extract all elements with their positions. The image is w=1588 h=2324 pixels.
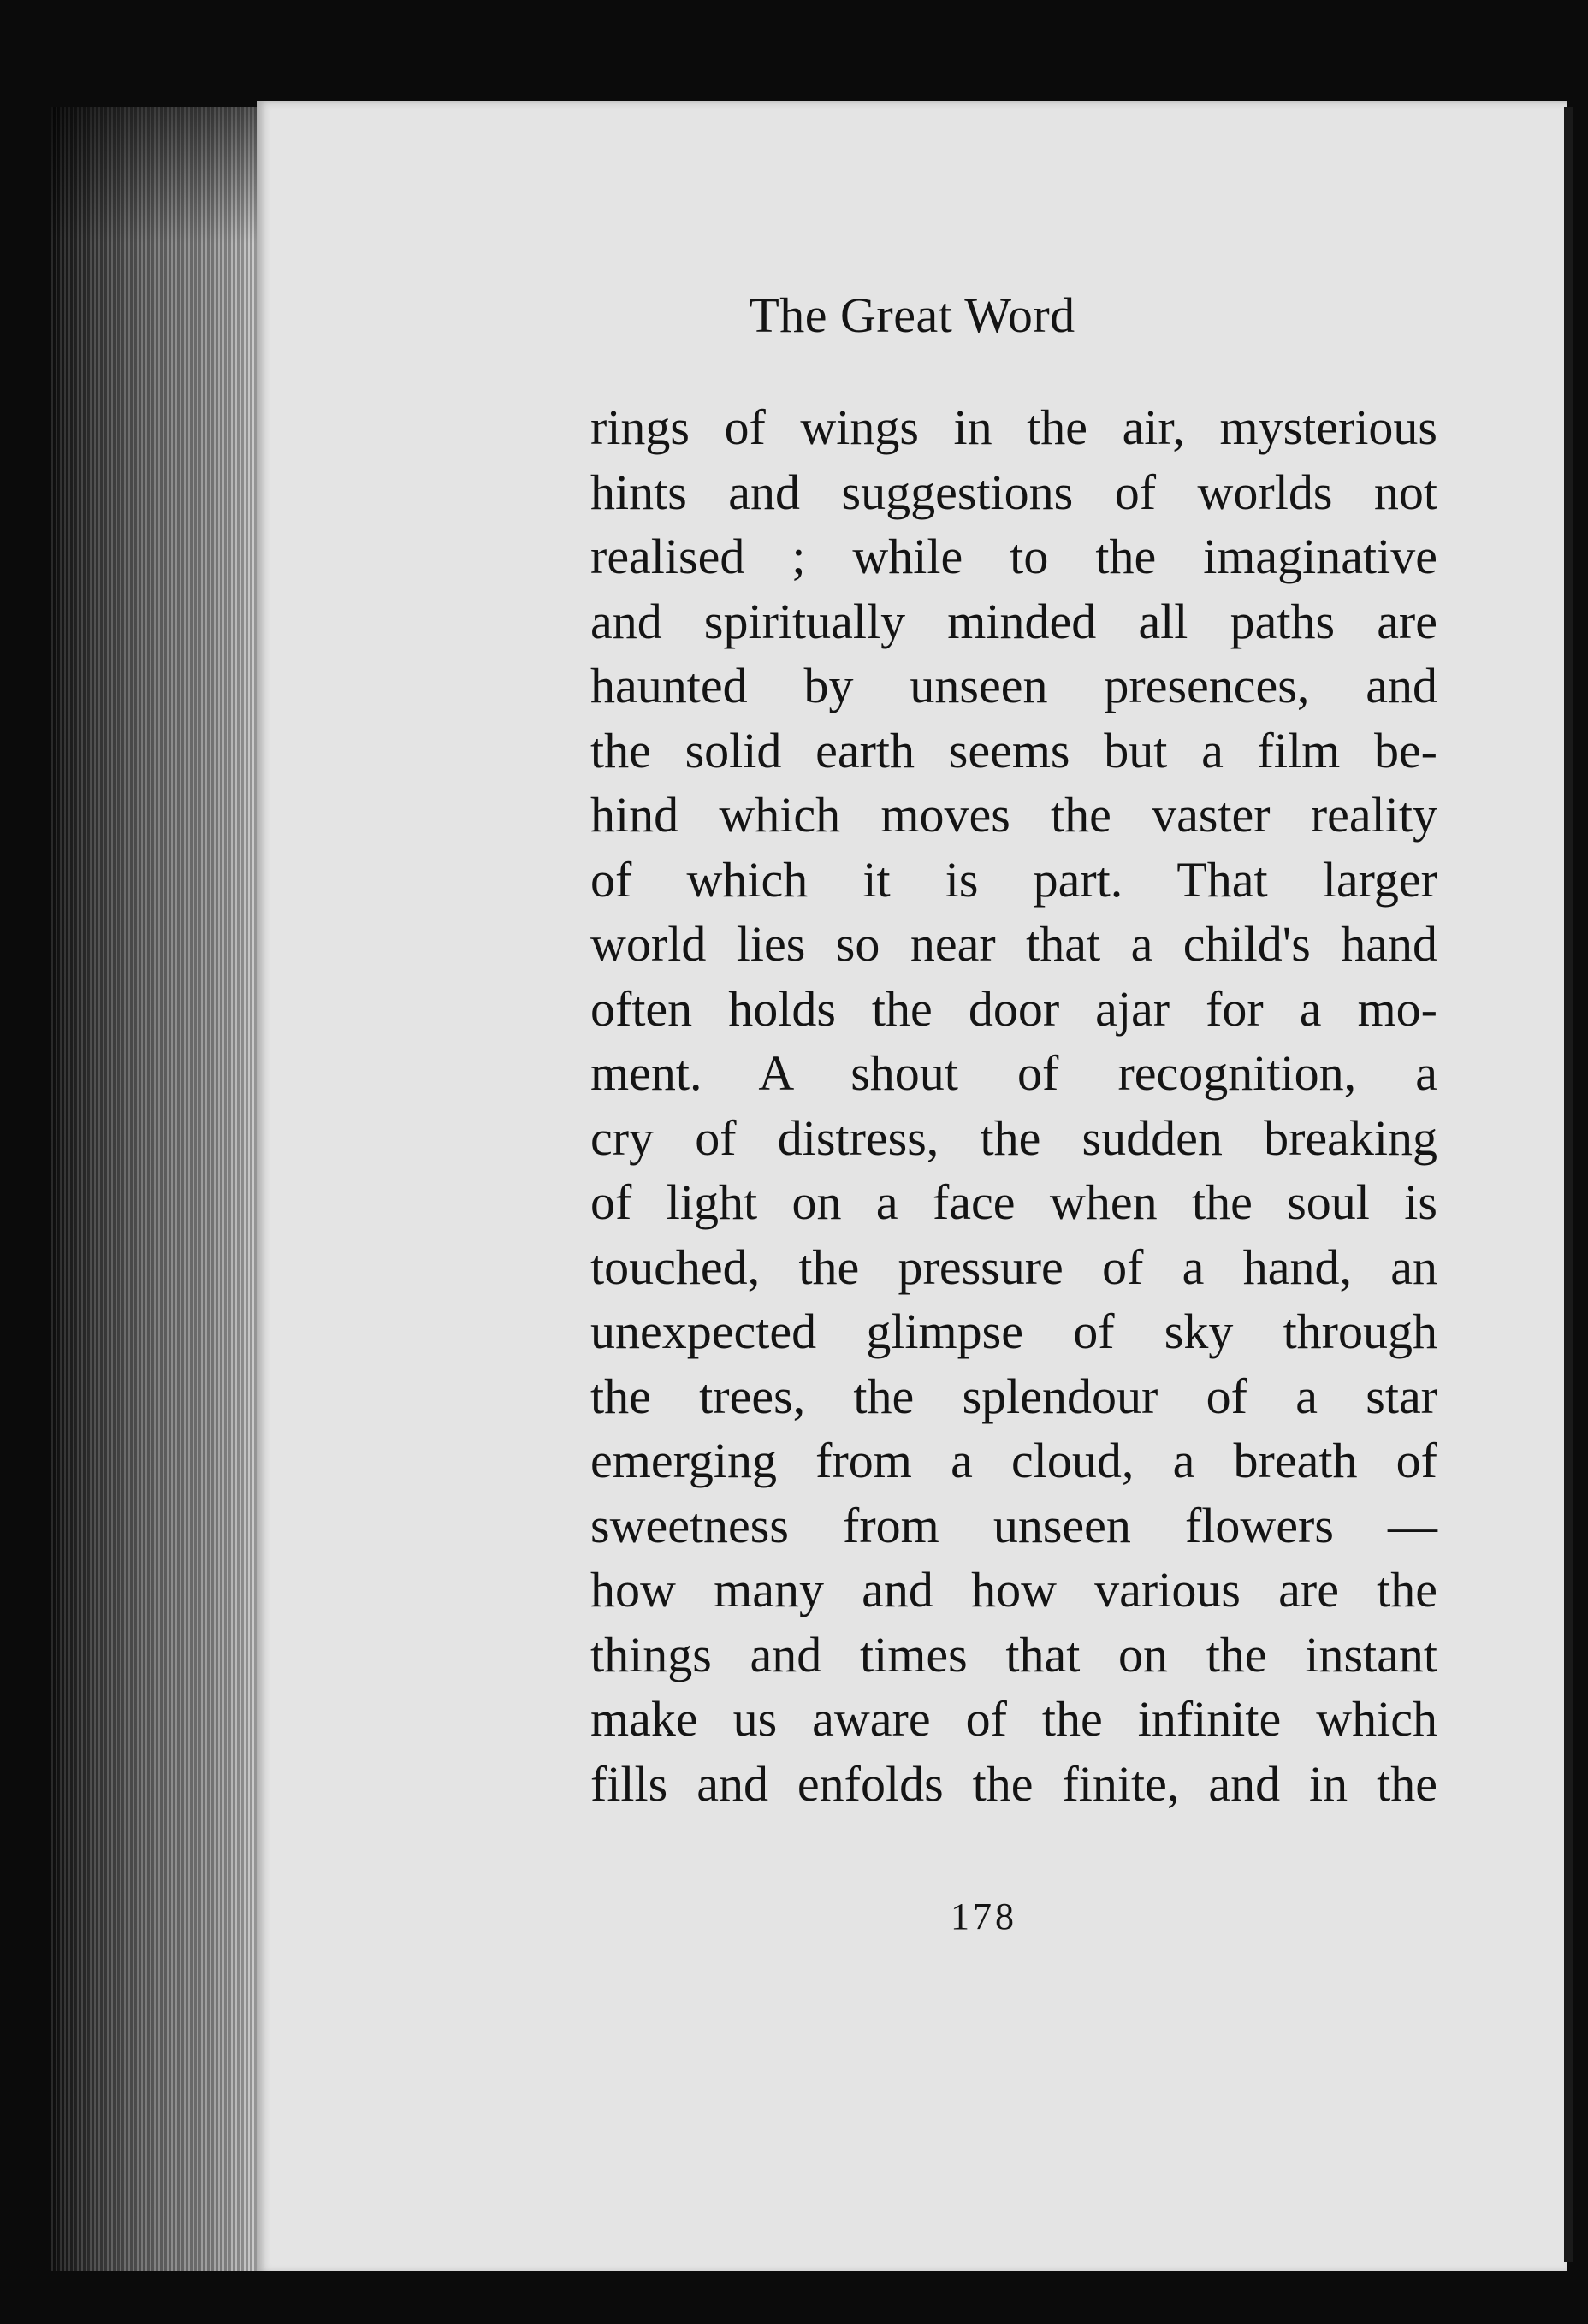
text-line: make us aware of the infinite which <box>590 1691 1437 1747</box>
text-line: often holds the door ajar for a mo- <box>590 980 1437 1037</box>
text-line: and spiritually minded all paths are <box>590 593 1437 649</box>
text-line: haunted by unseen presences, and <box>590 658 1437 713</box>
text-line: touched, the pressure of a hand, an <box>590 1239 1437 1295</box>
page-number: 178 <box>951 1895 1017 1937</box>
text-line: of which it is part. That larger <box>590 851 1437 908</box>
text-line: fills and enfolds the finite, and in the <box>590 1755 1437 1812</box>
text-line: of light on a face when the soul is <box>590 1174 1437 1230</box>
text-line: rings of wings in the air, mysterious <box>590 399 1437 455</box>
fore-edge-shadow <box>51 107 257 244</box>
running-head: The Great Word <box>749 287 1075 343</box>
text-line: how many and how various are the <box>590 1562 1437 1617</box>
text-line: hind which moves the vaster reality <box>590 787 1437 843</box>
text-line: realised ; while to the imaginative <box>590 529 1437 584</box>
text-line: emerging from a cloud, a breath of <box>590 1433 1437 1488</box>
text-line: things and times that on the instant <box>590 1626 1437 1682</box>
text-line: unexpected glimpse of sky through <box>590 1304 1437 1359</box>
text-line: the solid earth seems but a film be- <box>590 722 1437 778</box>
book-fore-edge <box>51 107 257 2280</box>
text-line: world lies so near that a child's hand <box>590 916 1437 972</box>
text-line: hints and suggestions of worlds not <box>590 464 1437 520</box>
body-text <box>590 395 1437 1816</box>
text-line: sweetness from unseen flowers — <box>590 1497 1437 1553</box>
text-line: ment. A shout of recognition, a <box>590 1045 1437 1101</box>
page-right-edge <box>1564 107 1573 2262</box>
text-line: cry of distress, the sudden breaking <box>590 1109 1437 1166</box>
text-line: the trees, the splendour of a star <box>590 1368 1437 1424</box>
scan-bottom-border <box>0 2271 1588 2324</box>
